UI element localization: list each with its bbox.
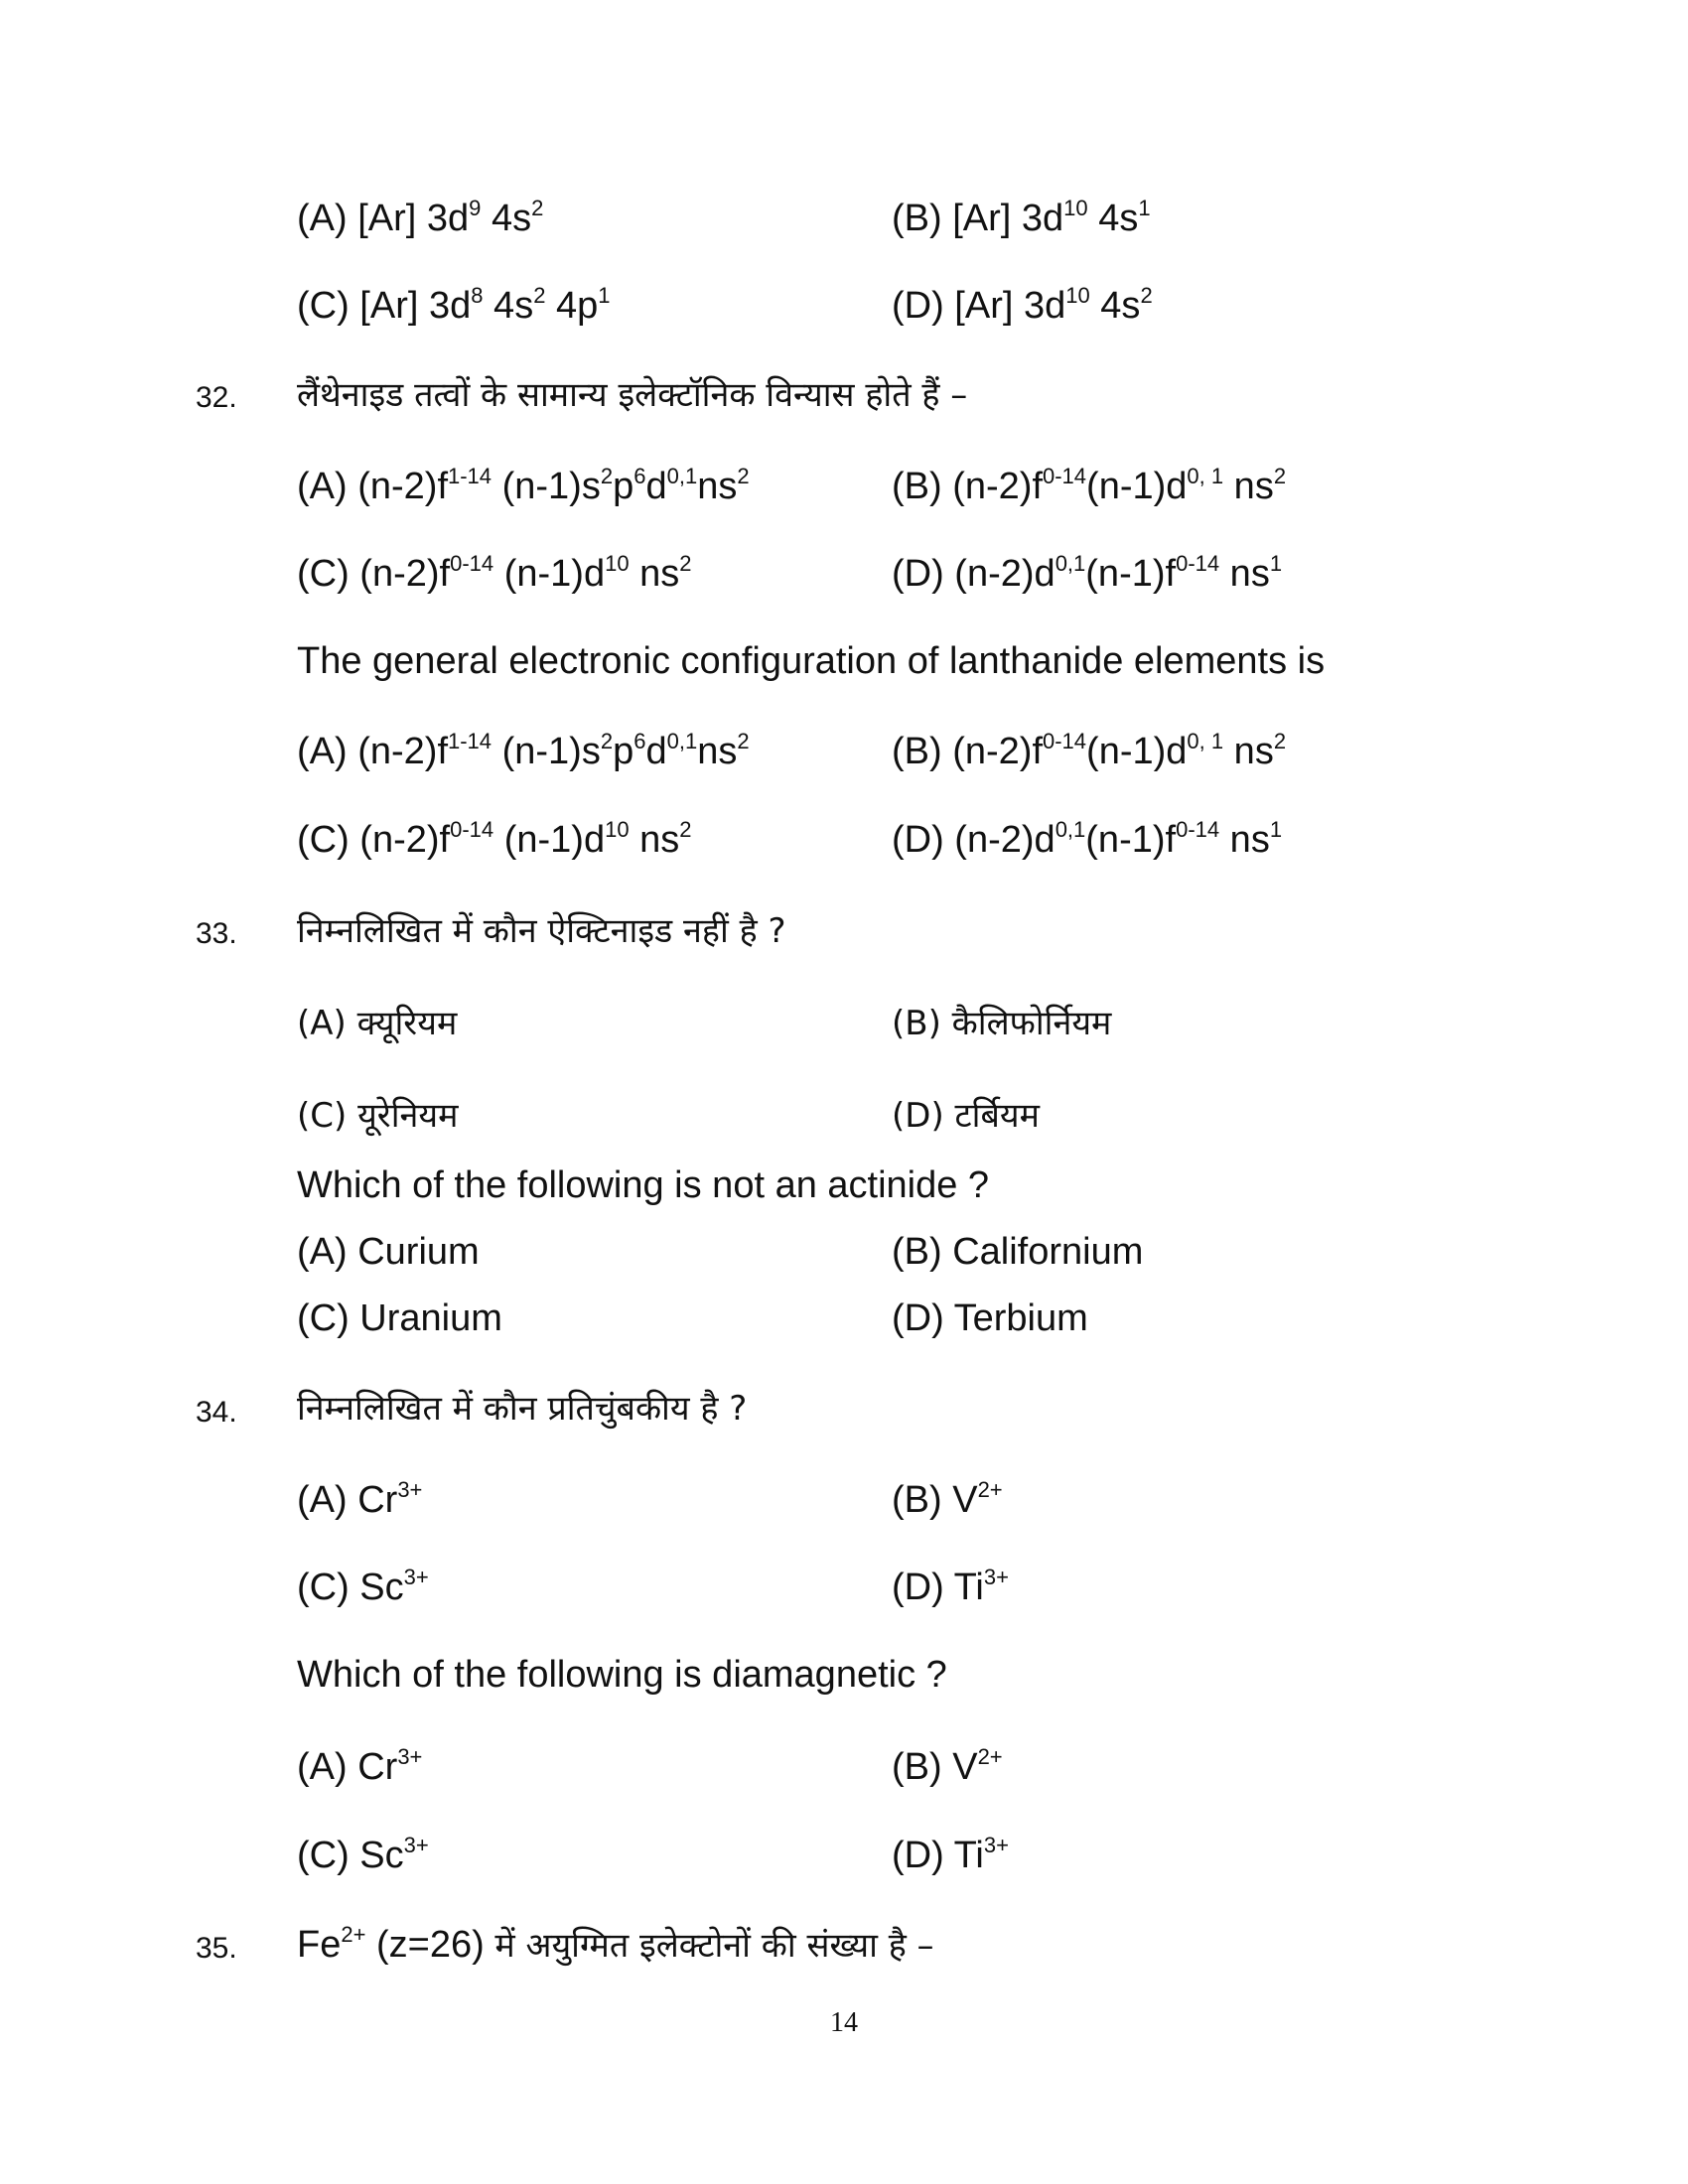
q32-option-c-english: (C) $(n-2)f^{0-14}$ $(n-1)d^{10}$ $ns^2$ <box>297 817 692 861</box>
q34-option-a: (A) $Cr^{3+}$ <box>297 1477 423 1521</box>
q32-option-d: (D) $(n-2)d^{0,1}(n-1)f^{0-14}$ $ns^1$ <box>892 551 1283 595</box>
q32-option-a: (A) $(n-2)f^{1-14}$ $(n-1)s^2p^6d^{0,1}ns^2$ <box>297 464 750 507</box>
q34-stem-english: Which of the following is diamagnetic ? <box>297 1654 947 1696</box>
q32-option-c: (C) $(n-2)f^{0-14}$ $(n-1)d^{10}$ $ns^2$ <box>297 551 692 595</box>
q32-option-a-english: (A) $(n-2)f^{1-14}$ $(n-1)s^2p^6d^{0,1}ns^2$ <box>297 729 750 772</box>
q32-stem-english: The general electronic configuration of lanthanide elements is <box>297 640 1326 682</box>
q34-option-b-english: (B) $V^{2+}$ <box>892 1744 1003 1788</box>
q31-option-a: (A) [Ar] $3d^9$ $4s^2$ <box>297 196 544 239</box>
q32-option-b: (B) $(n-2)f^{0-14}(n-1)d^{0, 1}$ $ns^2$ <box>892 464 1287 507</box>
q33-option-c-hindi: (C) यूरेनियम <box>297 1096 459 1136</box>
q33-option-d-english: (D) Terbium <box>892 1297 1088 1339</box>
q32-number: 32. <box>196 381 237 414</box>
q33-option-a-english: (A) Curium <box>297 1231 480 1273</box>
q31-option-c: (C) [Ar] $3d^8$ $4s^2$ $4p^1$ <box>297 283 611 327</box>
q34-number: 34. <box>196 1396 237 1429</box>
q34-option-d-english: (D) $Ti^{3+}$ <box>892 1833 1009 1876</box>
q35-stem: $Fe^{2+}$ (z=26) में अयुग्मित इलेक्टोनों की संख्या है – <box>297 1922 934 1966</box>
q34-option-c-english: (C) $Sc^{3+}$ <box>297 1833 429 1876</box>
q34-option-a-english: (A) $Cr^{3+}$ <box>297 1744 423 1788</box>
q33-option-b-english: (B) Californium <box>892 1231 1144 1273</box>
q33-number: 33. <box>196 917 237 950</box>
q33-option-a-hindi: (A) क्यूरियम <box>297 1004 458 1043</box>
q33-option-d-hindi: (D) टर्बियम <box>892 1096 1040 1136</box>
q32-stem-hindi: लैंथेनाइड तत्वों के सामान्य इलेक्टॉनिक विन्यास होते हैं – <box>297 375 968 415</box>
q35-number: 35. <box>196 1932 237 1965</box>
q33-stem-english: Which of the following is not an actinide ? <box>297 1164 990 1206</box>
q33-stem-hindi: निम्नलिखित में कौन ऐक्टिनाइड नहीं है ? <box>297 911 786 951</box>
page-number: 14 <box>830 2007 858 2038</box>
q31-option-b: (B) [Ar] $3d^{10}$ $4s^1$ <box>892 196 1151 239</box>
q34-option-b: (B) $V^{2+}$ <box>892 1477 1003 1521</box>
q34-option-c: (C) $Sc^{3+}$ <box>297 1565 429 1608</box>
q33-option-b-hindi: (B) कैलिफोर्नियम <box>892 1004 1112 1043</box>
q34-option-d: (D) $Ti^{3+}$ <box>892 1565 1009 1608</box>
q32-option-b-english: (B) $(n-2)f^{0-14}(n-1)d^{0, 1}$ $ns^2$ <box>892 729 1287 772</box>
q32-option-d-english: (D) $(n-2)d^{0,1}(n-1)f^{0-14}$ $ns^1$ <box>892 817 1283 861</box>
q31-option-d: (D) [Ar] $3d^{10}$ $4s^2$ <box>892 283 1153 327</box>
q33-option-c-english: (C) Uranium <box>297 1297 502 1339</box>
q34-stem-hindi: निम्नलिखित में कौन प्रतिचुंबकीय है ? <box>297 1389 748 1429</box>
